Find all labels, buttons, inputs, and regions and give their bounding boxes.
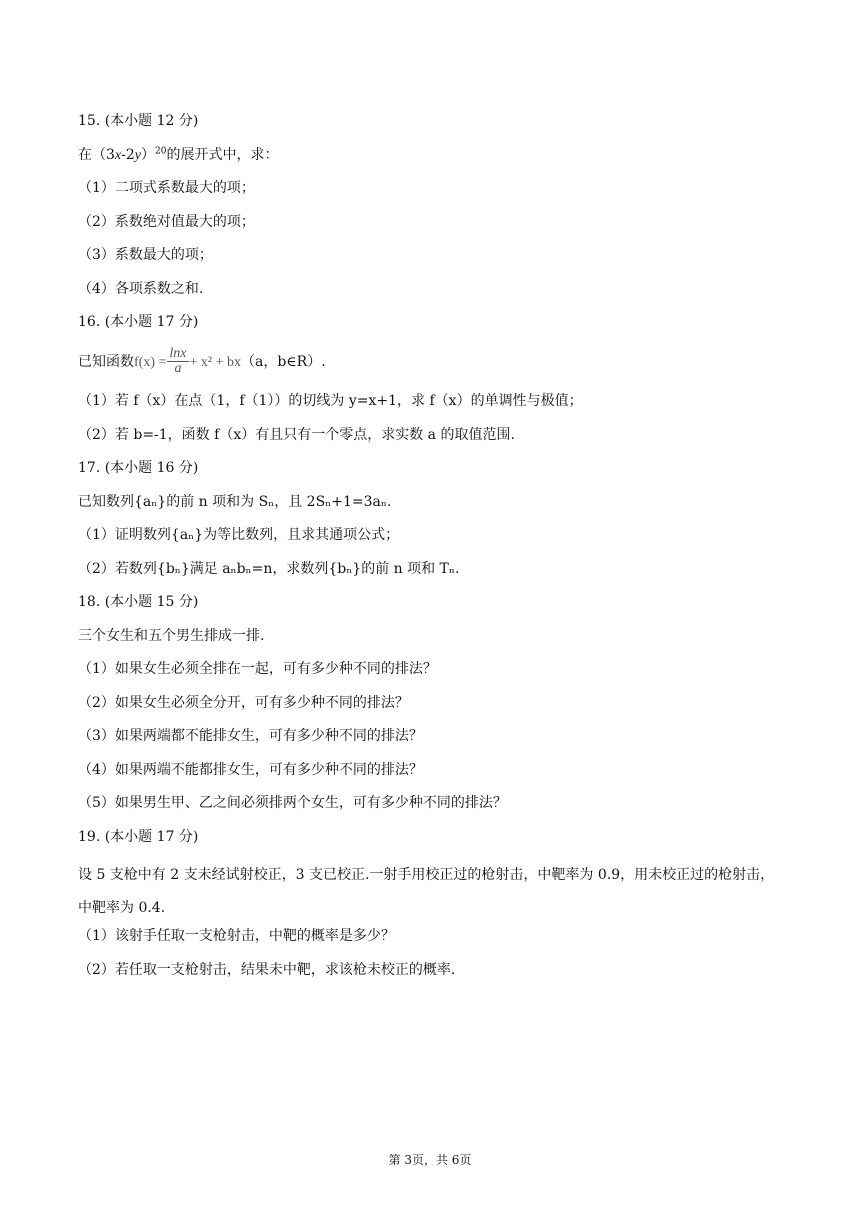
q16-stem: 已知函数f(x) = $\frac{\ln x}{a}$ + x² + bx（a，b∈R）. xyxy=(78,346,326,376)
q17-header: 17. (本小题 16 分) xyxy=(78,460,199,476)
q16-fraction: $\frac{\ln x}{a}$ xyxy=(169,346,187,376)
q15-item-3: （3）系数最大的项； xyxy=(78,247,213,263)
q18-item-4: （4）如果两端不能都排女生，可有多少种不同的排法？ xyxy=(78,761,423,778)
q16-item-2: （2）若 b=-1，函数 f（x）有且只有一个零点，求实数 a 的取值范围. xyxy=(78,426,515,443)
q19-item-2: （2）若任取一支枪射击，结果未中靶，求该枪未校正的概率. xyxy=(78,961,456,978)
q19-stem: 设 5 支枪中有 2 支未经试射校正，3 支已校正.一射手用校正过的枪射击，中靶率为 0.9，用未校正过的枪射击，中靶率为 0.4. xyxy=(78,867,775,916)
q18-stem: 三个女生和五个男生排成一排. xyxy=(78,627,265,644)
q18-item-3: （3）如果两端都不能排女生，可有多少种不同的排法？ xyxy=(78,728,423,744)
q18-item-2: （2）如果女生必须全分开，可有多少种不同的排法？ xyxy=(78,694,409,711)
q16-item-1: （1）若 f（x）在点（1，f（1））的切线为 y=x+1，求 f（x）的单调性与极值； xyxy=(78,393,583,409)
q17-item-1: （1）证明数列{aₙ}为等比数列，且求其通项公式； xyxy=(78,527,400,543)
q15-item-1: （1）二项式系数最大的项； xyxy=(78,180,255,196)
q18-header: 18. (本小题 15 分) xyxy=(78,594,199,610)
q15-item-4: （4）各项系数之和. xyxy=(78,280,204,297)
exam-page-content xyxy=(78,110,788,992)
q16-header: 16. (本小题 17 分) xyxy=(78,314,199,330)
q19-header: 19. (本小题 17 分) xyxy=(78,828,199,845)
page-footer: 第 3页，共 6页 xyxy=(388,1153,472,1167)
q18-item-5: （5）如果男生甲、乙之间必须排两个女生，可有多少种不同的排法？ xyxy=(78,795,507,811)
q17-item-2: （2）若数列{bₙ}满足 aₙbₙ=n，求数列{bₙ}的前 n 项和 Tₙ. xyxy=(78,560,460,577)
q17-stem: 已知数列{aₙ}的前 n 项和为 Sₙ，且 2Sₙ+1=3aₙ. xyxy=(78,493,392,510)
q15-item-2: （2）系数绝对值最大的项； xyxy=(78,213,255,230)
q18-item-1: （1）如果女生必须全排在一起，可有多少种不同的排法？ xyxy=(78,661,437,677)
q16-function-lhs: f(x) = xyxy=(134,354,167,370)
q15-stem: 在$(3x-2y)^{20}$的展开式中，求： xyxy=(78,145,279,163)
q15-header: 15. (本小题 12 分) xyxy=(78,113,199,129)
q19-item-1: （1）该射手任取一支枪射击，中靶的概率是多少？ xyxy=(78,928,395,944)
q16-function-rhs: + x² + bx xyxy=(189,354,241,370)
